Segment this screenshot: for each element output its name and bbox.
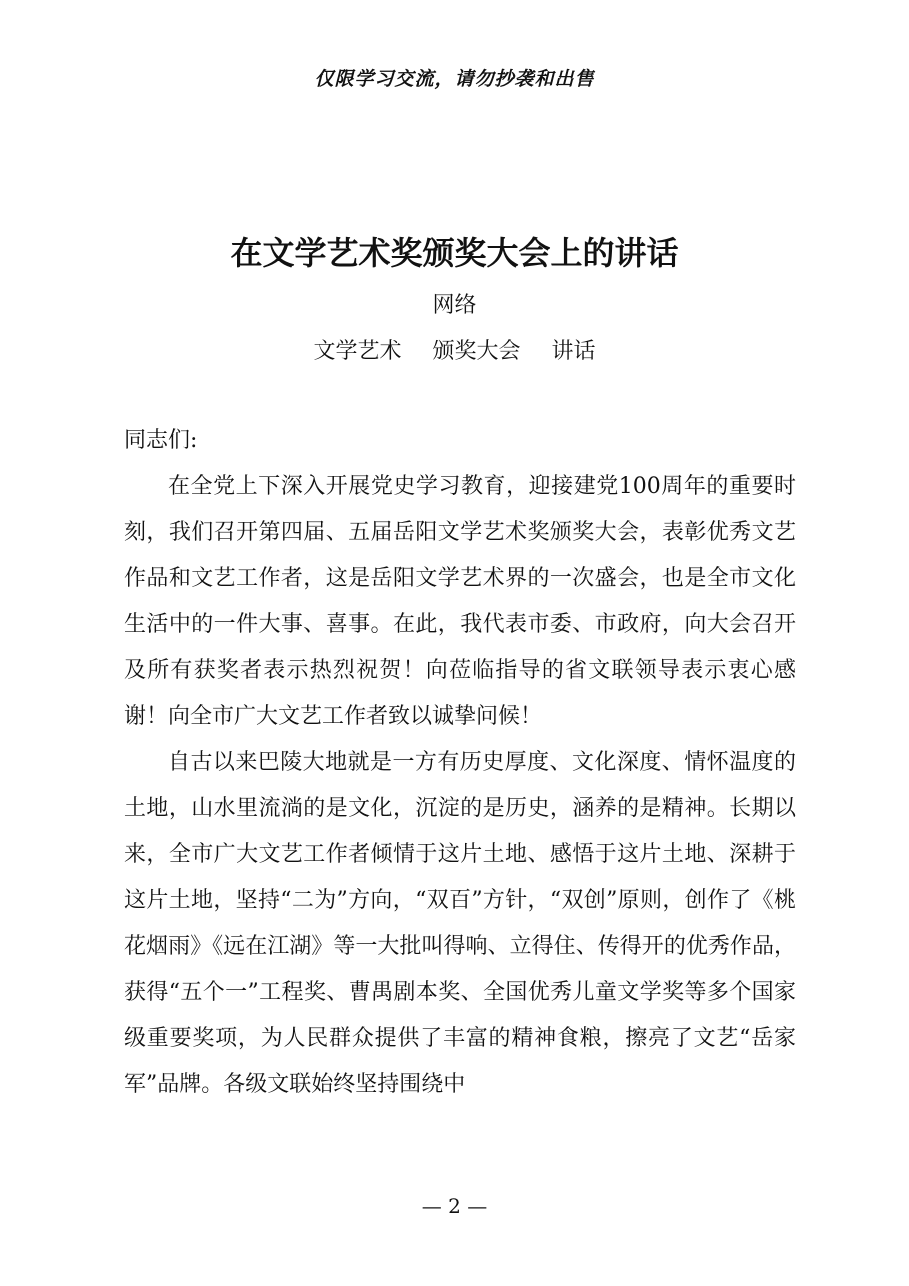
document-body [124,418,796,1108]
document-keywords [0,334,909,365]
salutation: 同志们: [124,428,198,453]
page-number: — 2 — [421,1194,488,1218]
keyword: 讲话 [551,339,596,364]
document-source: 网络 [432,293,477,318]
body-paragraph: 在全党上下深入开展党史学习教育，迎接建党100周年的重要时刻，我们召开第四届、五届岳阳文学艺术奖颁奖大会，表彰优秀文艺作品和文艺工作者，这是岳阳文学艺术界的一次盛会，也是全市文化生活中的一件大事、喜事。在此，我代表市委、市政府，向大会召开及所有获奖者表示热烈祝贺！向莅临指导的省文联领导表示衷心感谢！向全市广大文艺工作者致以诚挚问候！ [124,474,796,729]
body-paragraph: 自古以来巴陵大地就是一方有历史厚度、文化深度、情怀温度的土地，山水里流淌的是文化，沉淀的是历史，涵养的是精神。长期以来，全市广大文艺工作者倾情于这片土地、感悟于这片土地、深耕于这片土地，坚持“二为”方向，“双百”方针，“双创”原则，创作了《桃花烟雨》《远在江湖》等一大批叫得响、立得住、传得开的优秀作品，获得“五个一”工程奖、曹禺剧本奖、全国优秀儿童文学奖等多个国家级重要奖项，为人民群众提供了丰富的精神食粮，擦亮了文艺“岳家军”品牌。各级文联始终坚持围绕中 [124,750,796,1097]
keyword: 文学艺术 [313,339,402,364]
keyword: 颁奖大会 [432,339,521,364]
header-note: 仅限学习交流，请勿抄袭和出售 [314,68,595,90]
document-title: 在文学艺术奖颁奖大会上的讲话 [230,234,679,272]
